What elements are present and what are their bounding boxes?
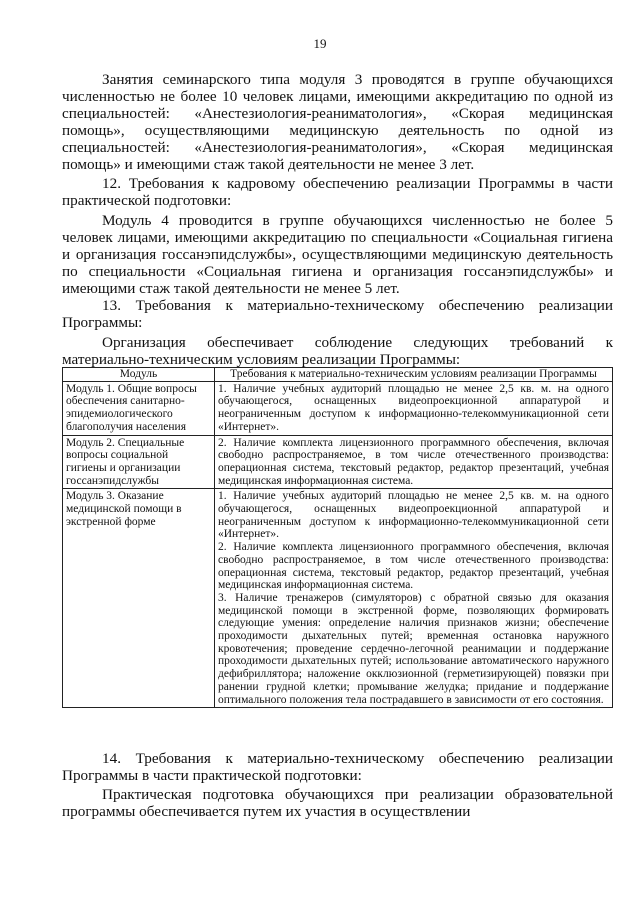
section-14-heading-text: 14. Требования к материально-техническому обеспечению реализации Программы в части практической подготовки: <box>62 750 613 784</box>
requirement-item: 2. Наличие комплекта лицензионного программного обеспечения, включая свободно распространяемое, в том числе отечественного производства: операционная система, текстовый редактор, редактор презентаций, учебная медицинская информационная система. <box>218 436 609 487</box>
header-requirements: Требования к материально-техническим условиям реализации Программы <box>215 368 613 382</box>
table-header-row <box>63 368 613 382</box>
table-row <box>63 381 613 435</box>
section-12-heading-text: 12. Требования к кадровому обеспечению реализации Программы в части практической подготовки: <box>62 175 613 209</box>
requirements-cell <box>215 435 613 489</box>
seminar-paragraph-text: Занятия семинарского типа модуля 3 проводятся в группе обучающихся численностью не более 10 человек лицами, имеющими аккредитацию по одной из специальностей: «Анестезиология-реаниматология», «Скорая медицинская помощь», осуществляющими медицинскую деятельность по одной из специальностей: «Анестезиология-реаниматология», «Скорая медицинская помощь» и имеющими стаж такой деятельности не менее 3 лет. <box>62 71 613 173</box>
module-cell: Модуль 1. Общие вопросы обеспечения санитарно-эпидемиологического благополучия населения <box>63 381 215 435</box>
requirements-cell <box>215 489 613 708</box>
table-row <box>63 435 613 489</box>
section-14-body-text: Практическая подготовка обучающихся при реализации образовательной программы обеспечивается путем их участия в осуществлении <box>62 786 613 820</box>
section-14-body <box>62 787 613 821</box>
requirement-item: 1. Наличие учебных аудиторий площадью не менее 2,5 кв. м. на одного обучающегося, оснащенных видеопроекционной аппаратурой и неограниченным доступом к информационно-телекоммуникационной сети «Интернет». <box>218 382 609 433</box>
section-13-body <box>62 335 613 369</box>
table-row <box>63 489 613 708</box>
section-13-heading-text: 13. Требования к материально-техническому обеспечению реализации Программы: <box>62 297 613 331</box>
module-cell: Модуль 3. Оказание медицинской помощи в экстренной форме <box>63 489 215 708</box>
header-module: Модуль <box>63 368 215 382</box>
requirements-table <box>62 367 613 708</box>
section-12-body <box>62 213 613 298</box>
section-13-body-text: Организация обеспечивает соблюдение следующих требований к материально-техническим условиям реализации Программы: <box>62 334 613 368</box>
section-13-heading <box>62 298 613 332</box>
section-12-heading <box>62 176 613 210</box>
module-cell: Модуль 2. Специальные вопросы социальной гигиены и организации госсанэпидслужбы <box>63 435 215 489</box>
requirement-item: 2. Наличие комплекта лицензионного программного обеспечения, включая свободно распространяемое, в том числе отечественного производства: операционная система, текстовый редактор, редактор презентаций, учебная медицинская информационная система. <box>218 541 609 592</box>
section-14-heading <box>62 751 613 785</box>
requirement-item: 1. Наличие учебных аудиторий площадью не менее 2,5 кв. м. на одного обучающегося, оснащенных видеопроекционной аппаратурой и неограниченным доступом к информационно-телекоммуникационной сети «Интернет». <box>218 490 609 541</box>
section-12-body-text: Модуль 4 проводится в группе обучающихся численностью не более 5 человек лицами, имеющими аккредитацию по специальности «Социальная гигиена и организация госсанэпидслужбы», осуществляющими медицинскую деятельность по специальности «Социальная гигиена и организация госсанэпидслужбы» и имеющими стаж такой деятельности не менее 5 лет. <box>62 212 613 297</box>
seminar-paragraph <box>62 72 613 173</box>
requirements-cell <box>215 381 613 435</box>
requirement-item: 3. Наличие тренажеров (симуляторов) с обратной связью для оказания медицинской помощи в экстренной форме, позволяющих формировать следующие умения: определение наличия признаков жизни; обеспечение проходимости дыхательных путей; временная остановка наружного кровотечения; проведение сердечно-легочной реанимации и поддержание проходимости дыхательных путей; использование автоматического наружного дефибриллятора; наложение окклюзионной (герметизирующей) повязки при ранении грудной клетки; промывание желудка; придание и поддержание оптимального положения тела пострадавшего в зависимости от его состояния. <box>218 591 609 706</box>
page-number: 19 <box>313 36 327 51</box>
